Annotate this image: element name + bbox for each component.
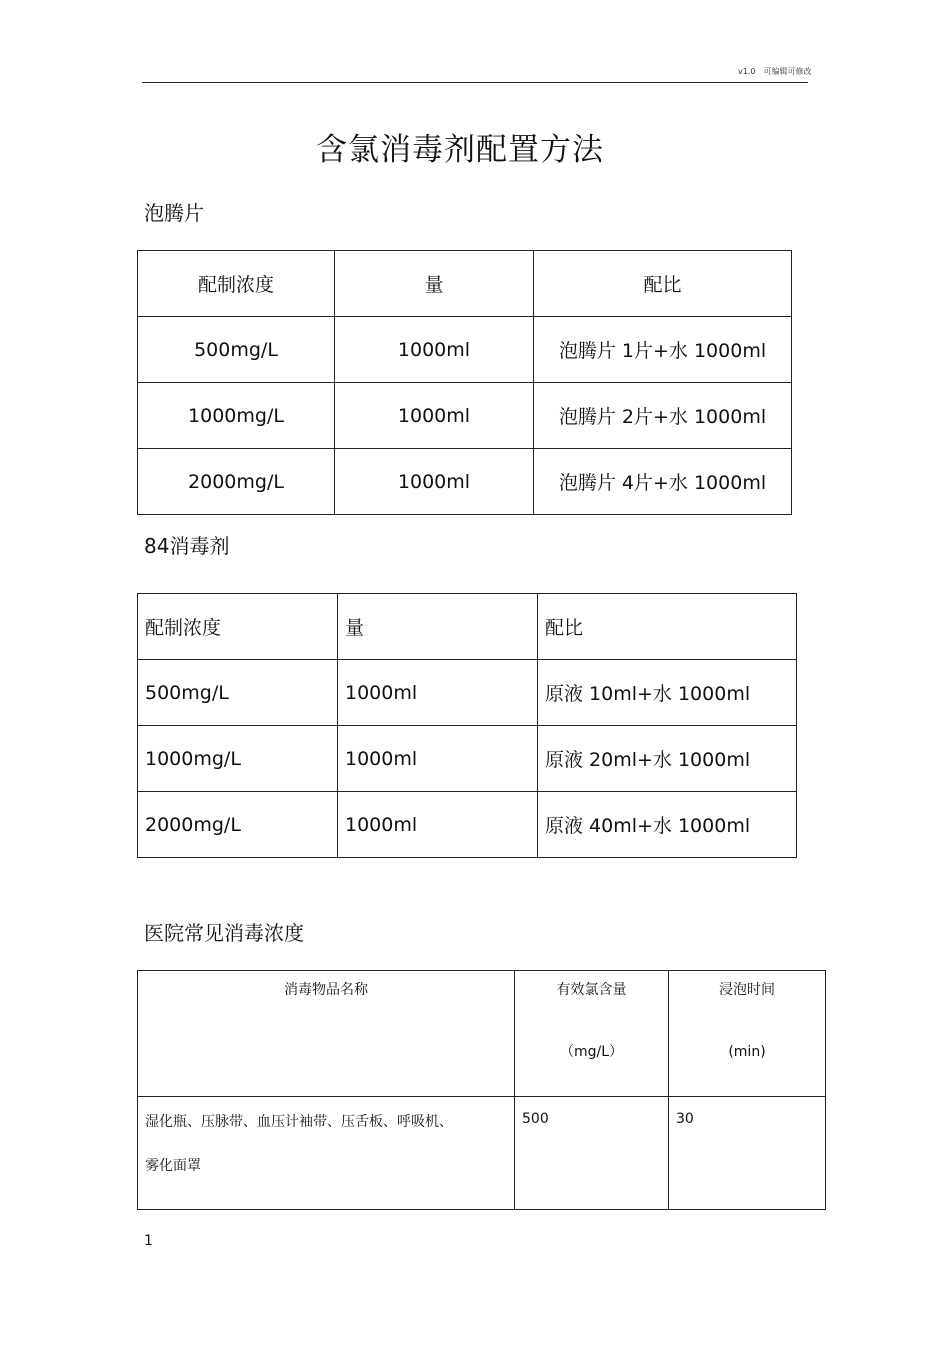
column-header-line: 浸泡时间 bbox=[719, 982, 775, 998]
table-header-row bbox=[138, 251, 792, 317]
column-header-soak-time bbox=[669, 971, 826, 1097]
column-header-unit: （mg/L） bbox=[559, 1044, 624, 1060]
table-cell: 泡腾片 4片+水 1000ml bbox=[534, 449, 792, 515]
table-cell: 1000ml bbox=[338, 660, 538, 726]
column-header-item-name bbox=[138, 971, 515, 1097]
column-header: 量 bbox=[335, 251, 534, 317]
table-cell: 1000ml bbox=[335, 449, 534, 515]
column-header-unit: (min) bbox=[728, 1044, 766, 1060]
table-cell: 1000ml bbox=[335, 317, 534, 383]
table-cell: 1000ml bbox=[338, 792, 538, 858]
table-header-row bbox=[138, 594, 797, 660]
table-cell: 2000mg/L bbox=[138, 449, 335, 515]
84-disinfectant-table bbox=[137, 593, 797, 858]
table-cell: 原液 20ml+水 1000ml bbox=[538, 726, 797, 792]
column-header-line: 有效氯含量 bbox=[556, 982, 627, 998]
column-header: 配制浓度 bbox=[138, 251, 335, 317]
hospital-disinfection-table bbox=[137, 970, 826, 1210]
table-cell-chlorine: 500 bbox=[515, 1097, 669, 1210]
header-note: v1.0 可编辑可修改 bbox=[738, 67, 812, 76]
column-header: 配制浓度 bbox=[138, 594, 338, 660]
table-cell-time: 30 bbox=[669, 1097, 826, 1210]
table-cell: 2000mg/L bbox=[138, 792, 338, 858]
table-cell-item bbox=[138, 1097, 515, 1210]
column-header: 配比 bbox=[538, 594, 797, 660]
table-cell: 原液 10ml+水 1000ml bbox=[538, 660, 797, 726]
column-header: 配比 bbox=[534, 251, 792, 317]
table-cell: 原液 40ml+水 1000ml bbox=[538, 792, 797, 858]
section-label-effervescent-tablet: 泡腾片 bbox=[144, 201, 204, 225]
table-header-row bbox=[138, 971, 826, 1097]
header-divider bbox=[142, 82, 808, 83]
table-row bbox=[138, 726, 797, 792]
table-cell: 泡腾片 2片+水 1000ml bbox=[534, 383, 792, 449]
table-cell: 500mg/L bbox=[138, 660, 338, 726]
table-cell: 泡腾片 1片+水 1000ml bbox=[534, 317, 792, 383]
item-line: 湿化瓶、压脉带、血压计袖带、压舌板、呼吸机、 bbox=[145, 1114, 453, 1130]
table-cell: 500mg/L bbox=[138, 317, 335, 383]
table-row bbox=[138, 383, 792, 449]
section-label-hospital-concentration: 医院常见消毒浓度 bbox=[144, 921, 304, 945]
column-header-chlorine bbox=[515, 971, 669, 1097]
table-row bbox=[138, 1097, 826, 1210]
column-header: 量 bbox=[338, 594, 538, 660]
table-cell: 1000mg/L bbox=[138, 726, 338, 792]
table-row bbox=[138, 660, 797, 726]
item-line: 雾化面罩 bbox=[145, 1158, 201, 1174]
page-title: 含氯消毒剂配置方法 bbox=[316, 132, 604, 168]
table-row bbox=[138, 792, 797, 858]
table-cell: 1000mg/L bbox=[138, 383, 335, 449]
page-number: 1 bbox=[144, 1233, 153, 1249]
effervescent-tablet-table bbox=[137, 250, 792, 515]
table-cell: 1000ml bbox=[338, 726, 538, 792]
table-row bbox=[138, 317, 792, 383]
table-cell: 1000ml bbox=[335, 383, 534, 449]
table-row bbox=[138, 449, 792, 515]
column-header-line: 消毒物品名称 bbox=[284, 982, 368, 998]
section-label-84-disinfectant: 84消毒剂 bbox=[144, 534, 230, 558]
